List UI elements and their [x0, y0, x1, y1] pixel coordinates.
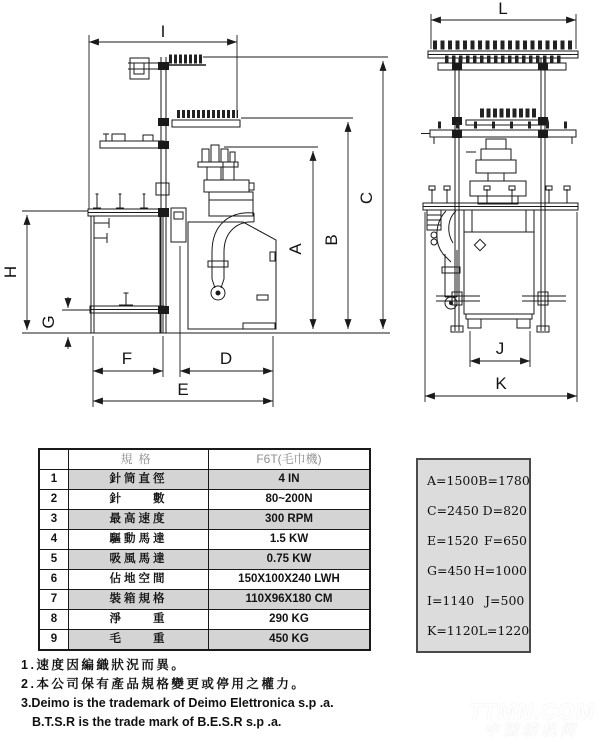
dimension-row [427, 503, 527, 518]
dim-label-l: L [498, 0, 508, 18]
dim-label-e: E [177, 380, 189, 399]
note-line: 1.速度因編織狀況而異。 [21, 658, 187, 672]
side-view-drawing [1, 22, 390, 407]
dim-value: H=1000 [473, 562, 527, 578]
machine-side-view [171, 145, 276, 329]
spec-row: 5 吸風馬達 0.75 KW [39, 550, 370, 570]
spec-table [38, 448, 371, 651]
side-view-labels [1, 22, 376, 399]
dim-value: L=1220 [478, 622, 530, 638]
dim-label-g: G [39, 315, 58, 329]
spec-row: 4 驅動馬達 1.5 KW [39, 530, 370, 550]
dim-value: B=1780 [478, 473, 530, 489]
dim-label-c: C [357, 191, 376, 205]
dim-label-a: A [286, 243, 305, 255]
dimension-row [427, 563, 527, 578]
dim-value: K=1120 [427, 622, 479, 638]
dim-value: A=1500 [427, 473, 479, 489]
machine-front-view [423, 139, 578, 328]
creel-spindles [93, 194, 148, 209]
dimension-row [427, 593, 527, 608]
base-bolts [429, 186, 570, 203]
dim-label-b: B [322, 234, 341, 246]
spec-row: 3 最高速度 300 RPM [39, 510, 370, 530]
dim-value: E=1520 [427, 533, 479, 549]
spec-row: 7 裝箱規格 110X96X180 CM [39, 590, 370, 610]
dim-value: I=1140 [427, 592, 475, 608]
dim-value: J=500 [485, 592, 525, 608]
dim-value: D=820 [482, 503, 527, 519]
dimension-values-box [416, 458, 531, 653]
footnotes [21, 656, 334, 732]
watermark-site: TTMN.COM [468, 699, 595, 725]
note-line: B.T.S.R is the trade mark of B.E.S.R s.p .a. [32, 715, 282, 729]
dimension-row [427, 473, 530, 489]
creel-top [428, 45, 578, 70]
watermark [468, 700, 595, 739]
dim-label-h: H [1, 265, 20, 279]
spec-row: 9 毛 重 450 KG [39, 630, 370, 651]
spec-header-row [39, 449, 370, 470]
spec-header-name: 規格 [69, 449, 209, 470]
spec-header-value: F6T(毛巾機) [209, 449, 371, 470]
dim-label-j: J [495, 339, 505, 358]
dimension-row [427, 533, 527, 548]
dimension-row [427, 622, 530, 638]
dim-value: G=450 [427, 562, 472, 578]
spec-row: 2 針 數 80~200N [39, 490, 370, 510]
spec-row: 8 淨 重 290 KG [39, 610, 370, 630]
spec-row: 1 針筒直徑 4 IN [39, 470, 370, 490]
dim-value: F=650 [483, 533, 527, 549]
watermark-cn: 中国纺机网 [484, 722, 580, 740]
dim-label-i: I [160, 22, 166, 41]
spec-header-no [39, 449, 69, 470]
front-view-drawing [421, 0, 578, 402]
spec-row: 6 佔地空間 150X100X240 LWH [39, 570, 370, 590]
note-line: 2.本公司保有產品規格變更或停用之權力。 [21, 677, 307, 691]
side-view-dimensions [22, 35, 390, 407]
dim-label-f: F [121, 349, 133, 368]
dim-label-k: K [495, 374, 507, 393]
dim-label-d: D [219, 349, 233, 368]
dim-value: C=2450 [427, 503, 479, 519]
note-line: 3.Deimo is the trademark of Deimo Elettronica s.p .a. [21, 696, 334, 710]
